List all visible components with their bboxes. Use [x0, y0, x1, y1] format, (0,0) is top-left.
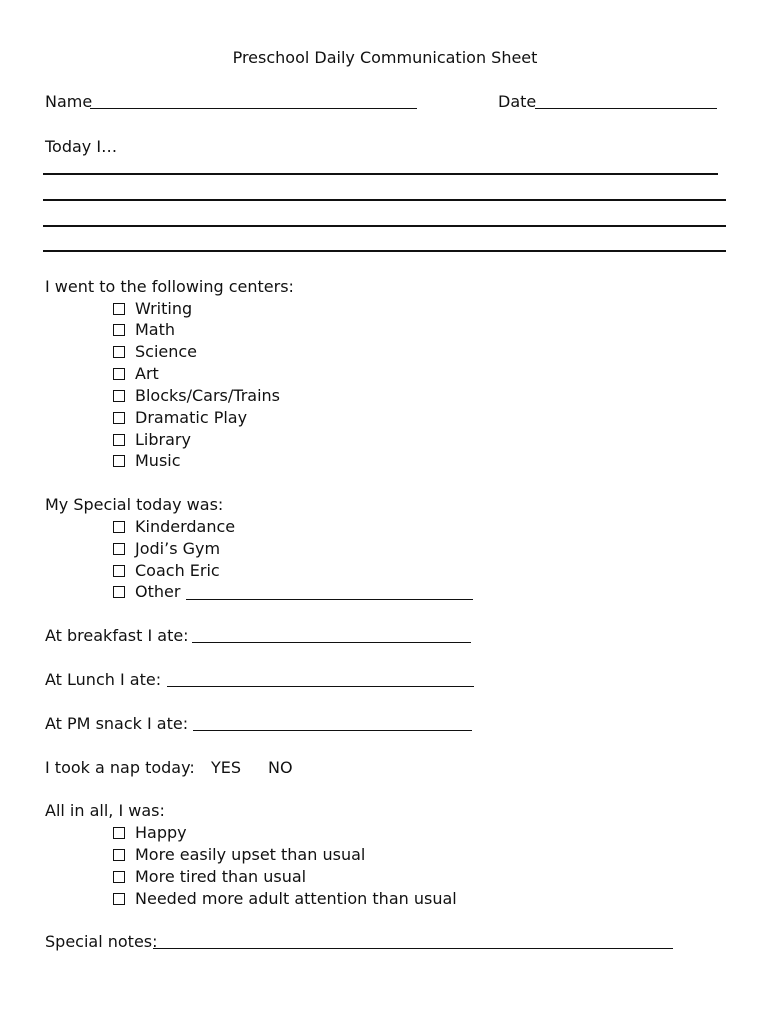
today-line-4[interactable]: [43, 250, 726, 252]
option-label: Library: [135, 430, 191, 449]
checkbox[interactable]: [113, 521, 125, 533]
option-label: Writing: [135, 299, 193, 318]
option-label: Needed more adult attention than usual: [135, 889, 457, 908]
nap-yes-option[interactable]: YES: [211, 758, 242, 777]
nap-no-option[interactable]: NO: [268, 758, 293, 777]
page-title: Preschool Daily Communication Sheet: [232, 48, 538, 67]
special-option-coach-eric[interactable]: [113, 561, 220, 581]
mood-label: All in all, I was:: [45, 801, 165, 820]
center-option-library[interactable]: [113, 430, 191, 450]
checkbox[interactable]: [113, 434, 125, 446]
special-label: My Special today was:: [45, 495, 224, 514]
option-label: Art: [135, 364, 159, 383]
checkbox[interactable]: [113, 368, 125, 380]
mood-option-attention[interactable]: [113, 889, 457, 909]
option-label: Other: [135, 582, 181, 601]
centers-label: I went to the following centers:: [45, 277, 294, 296]
special-option-other[interactable]: [113, 582, 180, 602]
today-label: Today I…: [45, 137, 118, 156]
center-option-blocks[interactable]: [113, 386, 280, 406]
date-label: Date: [498, 92, 537, 111]
center-option-music[interactable]: [113, 451, 181, 471]
today-line-2[interactable]: [43, 199, 726, 201]
checkbox[interactable]: [113, 893, 125, 905]
checkbox[interactable]: [113, 827, 125, 839]
lunch-label: At Lunch I ate:: [45, 670, 162, 689]
name-field[interactable]: [90, 108, 417, 109]
today-line-3[interactable]: [43, 225, 726, 227]
center-option-writing[interactable]: [113, 299, 192, 319]
lunch-field[interactable]: [167, 686, 474, 687]
option-label: More tired than usual: [135, 867, 307, 886]
option-label: Math: [135, 320, 176, 339]
checkbox[interactable]: [113, 586, 125, 598]
checkbox[interactable]: [113, 303, 125, 315]
checkbox[interactable]: [113, 565, 125, 577]
breakfast-field[interactable]: [192, 642, 471, 643]
special-option-kinderdance[interactable]: [113, 517, 235, 537]
option-label: Kinderdance: [135, 517, 236, 536]
option-label: Music: [135, 451, 181, 470]
nap-label: I took a nap today:: [45, 758, 195, 777]
mood-option-tired[interactable]: [113, 867, 306, 887]
option-label: Science: [135, 342, 198, 361]
special-option-jodis-gym[interactable]: [113, 539, 220, 559]
center-option-science[interactable]: [113, 342, 197, 362]
center-option-math[interactable]: [113, 320, 175, 340]
center-option-art[interactable]: [113, 364, 159, 384]
checkbox[interactable]: [113, 871, 125, 883]
mood-option-happy[interactable]: [113, 823, 187, 843]
mood-option-upset[interactable]: [113, 845, 365, 865]
breakfast-label: At breakfast I ate:: [45, 626, 189, 645]
snack-label: At PM snack I ate:: [45, 714, 189, 733]
date-field[interactable]: [535, 108, 717, 109]
option-label: More easily upset than usual: [135, 845, 366, 864]
checkbox[interactable]: [113, 849, 125, 861]
option-label: Happy: [135, 823, 187, 842]
checkbox[interactable]: [113, 543, 125, 555]
center-option-dramatic-play[interactable]: [113, 408, 247, 428]
option-label: Dramatic Play: [135, 408, 248, 427]
option-label: Coach Eric: [135, 561, 220, 580]
checkbox[interactable]: [113, 412, 125, 424]
name-label: Name: [45, 92, 93, 111]
checkbox[interactable]: [113, 346, 125, 358]
checkbox[interactable]: [113, 455, 125, 467]
special-other-field[interactable]: [186, 599, 473, 600]
notes-field[interactable]: [153, 948, 673, 949]
today-line-1[interactable]: [43, 173, 718, 175]
checkbox[interactable]: [113, 390, 125, 402]
option-label: Jodi’s Gym: [135, 539, 221, 558]
option-label: Blocks/Cars/Trains: [135, 386, 281, 405]
notes-label: Special notes:: [45, 932, 158, 951]
checkbox[interactable]: [113, 324, 125, 336]
snack-field[interactable]: [193, 730, 472, 731]
